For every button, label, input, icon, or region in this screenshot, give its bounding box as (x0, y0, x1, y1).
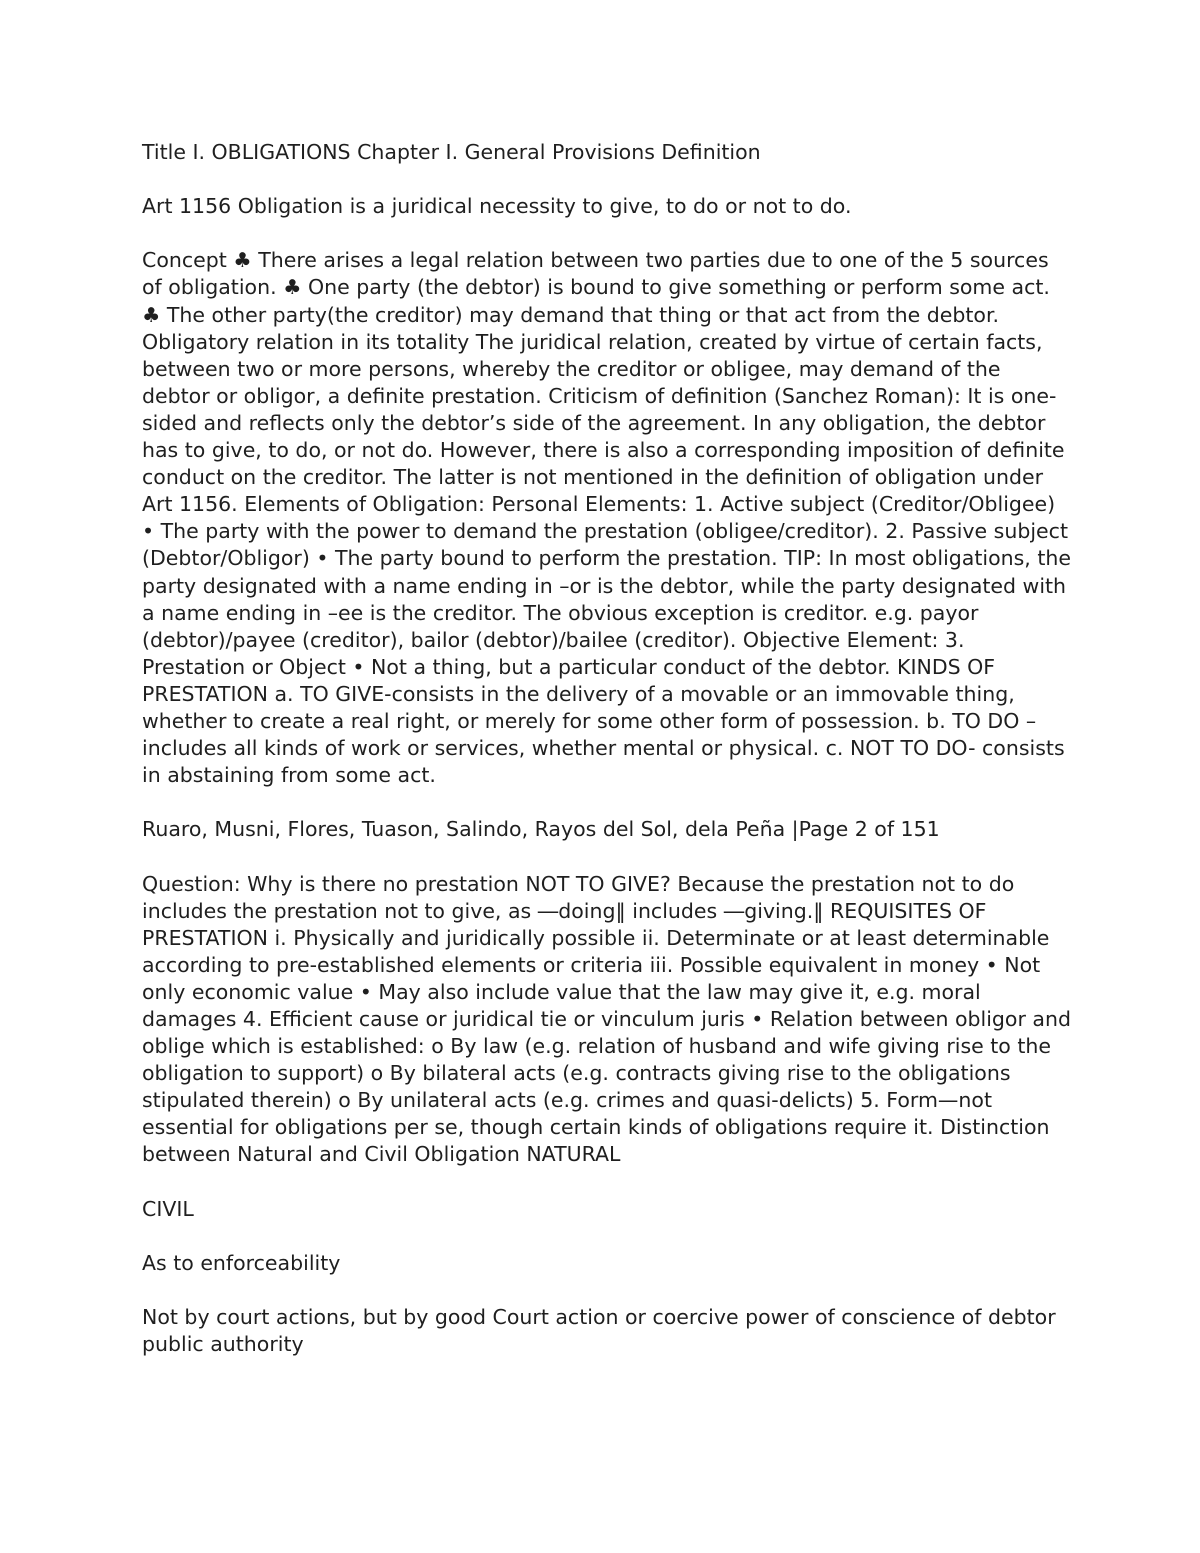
concept-paragraph: Concept ♣ There arises a legal relation between two parties due to one of the 5 sources of obligation. ♣ One party (the debtor) is bound to give something or perform some act. ♣ The other party(the creditor) may demand that thing or that act from the debtor. Obligatory relation in its totality The juridical relation, created by virtue of certain facts, between two or more persons, whereby the creditor or obligee, may demand of the debtor or obligor, a definite prestation. Criticism of definition (Sanchez Roman): It is one-sided and reflects only the debtor’s side of the agreement. In any obligation, the debtor has to give, to do, or not do. However, there is also a corresponding imposition of definite conduct on the creditor. The latter is not mentioned in the definition of obligation under Art 1156. Elements of Obligation: Personal Elements: 1. Active subject (Creditor/Obligee) • The party with the power to demand the prestation (obligee/creditor). 2. Passive subject (Debtor/Obligor) • The party bound to perform the prestation. TIP: In most obligations, the party designated with a name ending in –or is the debtor, while the party designated with a name ending in –ee is the creditor. The obvious exception is creditor. e.g. payor (debtor)/payee (creditor), bailor (debtor)/bailee (creditor). Objective Element: 3. Prestation or Object • Not a thing, but a particular conduct of the debtor. KINDS OF PRESTATION a. TO GIVE-consists in the delivery of a movable or an immovable thing, whether to create a real right, or merely for some other form of possession. b. TO DO – includes all kinds of work or services, whether mental or physical. c. NOT TO DO- consists in abstaining from some act. (142, 248, 1071, 788)
enforceability-detail: Not by court actions, but by good Court action or coercive power of conscience of debtor public authority (142, 1305, 1056, 1357)
question-paragraph: Question: Why is there no prestation NOT TO GIVE? Because the prestation not to do includes the prestation not to give, as ―doing‖ includes ―giving.‖ REQUISITES OF PRESTATION i. Physically and juridically possible ii. Determinate or at least determinable according to pre-established elements or criteria iii. Possible equivalent in money • Not only economic value • May also include value that the law may give it, e.g. moral damages 4. Efficient cause or juridical tie or vinculum juris • Relation between obligor and oblige which is established: o By law (e.g. relation of husband and wife giving rise to the obligation to support) o By bilateral acts (e.g. contracts giving rise to the obligations stipulated therein) o By unilateral acts (e.g. crimes and quasi-delicts) 5. Form—not essential for obligations per se, though certain kinds of obligations require it. Distinction between Natural and Civil Obligation NATURAL (142, 871, 1071, 1167)
enforceability-label: As to enforceability (142, 1250, 341, 1275)
document-body (142, 139, 1072, 1385)
heading-title: Title I. OBLIGATIONS Chapter I. General Provisions Definition (142, 140, 761, 164)
civil-label: CIVIL (142, 1196, 194, 1221)
page-footer-line: Ruaro, Musni, Flores, Tuason, Salindo, Rayos del Sol, dela Peña |Page 2 of 151 (142, 817, 940, 842)
article-definition: Art 1156 Obligation is a juridical necessity to give, to do or not to do. (142, 194, 852, 219)
